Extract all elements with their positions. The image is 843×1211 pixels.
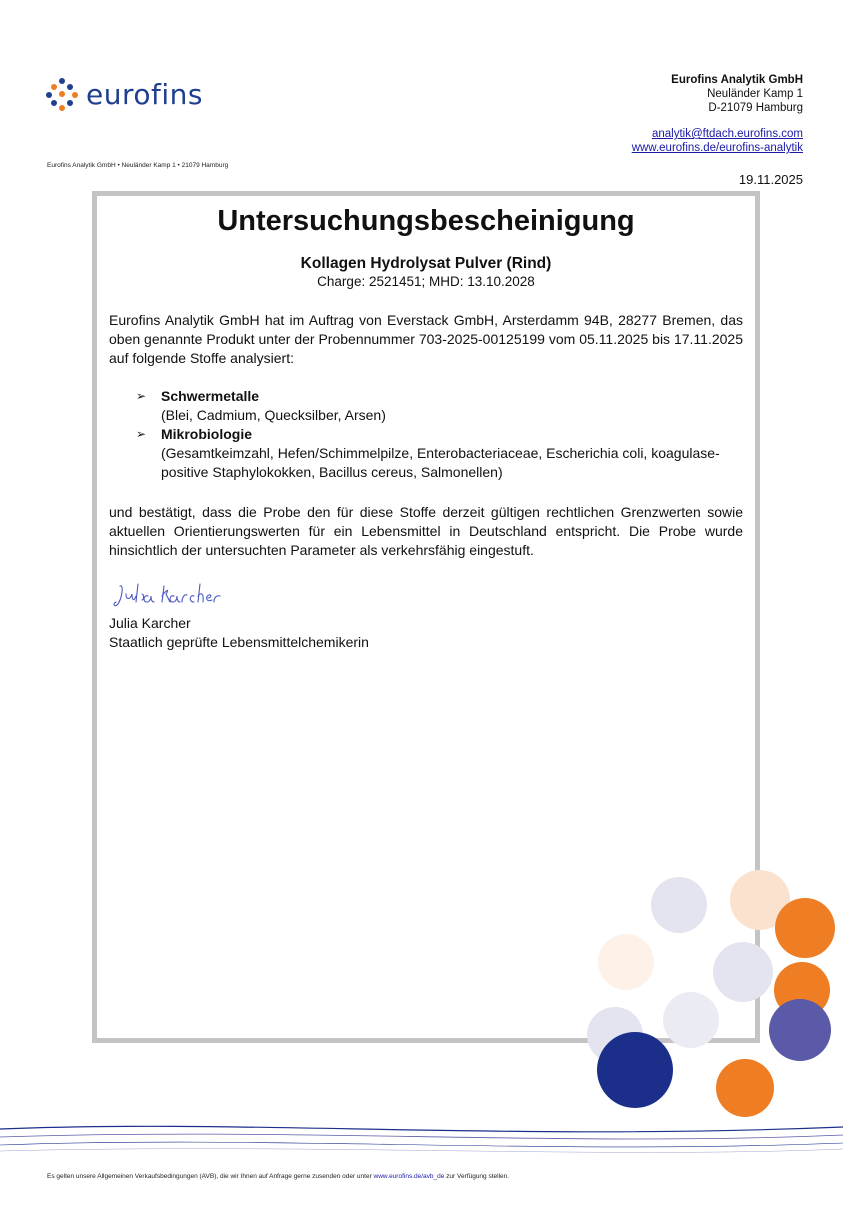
conclusion-paragraph: und bestätigt, dass die Probe den für diese Stoffe derzeit gültigen rechtlichen Grenzwerten sowie aktuellen Orientierungswerten für ein Lebensmittel in Deutschland entspricht. Die Probe wurde hinsichtlich der untersuchten Parameter als verkehrsfähig eingestuft.: [109, 504, 743, 558]
intro-paragraph: Eurofins Analytik GmbH hat im Auftrag von Everstack GmbH, Arsterdamm 94B, 28277 Bremen, das oben genannte Produkt unter der Probennummer 703-2025-00125199 vom 05.11.2025 bis 17.11.2025 auf folgende Stoffe analysiert:: [109, 312, 743, 366]
product-charge: Charge: 2521451; MHD: 13.10.2028: [317, 274, 535, 289]
decorative-circles: [560, 860, 843, 1130]
footer-avb-link[interactable]: www.eurofins.de/avb_de: [373, 1173, 445, 1180]
arrow-bullet-icon: ➢: [136, 389, 147, 403]
handwritten-signature: [112, 580, 222, 612]
website-link[interactable]: www.eurofins.de/eurofins-analytik: [631, 142, 803, 154]
footer-wave-lines: [0, 1115, 843, 1165]
arrow-bullet-icon: ➢: [136, 427, 147, 441]
company-city: D-21079 Hamburg: [708, 102, 803, 114]
footer-text: Es gelten unsere Allgemeinen Verkaufsbedingungen (AVB), die wir Ihnen auf Anfrage gerne zusenden oder unter: [47, 1173, 374, 1180]
list-item-title: Schwermetalle: [161, 388, 260, 404]
email-link[interactable]: analytik@ftdach.eurofins.com: [651, 128, 803, 140]
list-item: [136, 425, 746, 444]
eurofins-logo: [44, 76, 203, 112]
logo-wordmark: eurofins: [86, 77, 203, 111]
signer-name: Julia Karcher: [109, 615, 191, 631]
list-item-detail: (Gesamtkeimzahl, Hefen/Schimmelpilze, Enterobacteriaceae, Escherichia coli, koagulase-positive Staphylokokken, Bacillus cereus, Salmonellen): [161, 445, 720, 480]
contact-links: [632, 127, 803, 155]
footer-text-end: zur Verfügung stellen.: [444, 1173, 510, 1180]
company-address: [671, 73, 803, 115]
signer-role: Staatlich geprüfte Lebensmittelchemikerin: [109, 634, 369, 650]
list-item-title: Mikrobiologie: [161, 426, 252, 442]
footer-terms: [47, 1173, 509, 1180]
document-date: 19.11.2025: [738, 172, 803, 187]
company-street: Neuländer Kamp 1: [707, 88, 803, 100]
product-name: Kollagen Hydrolysat Pulver (Rind): [300, 255, 552, 272]
company-name: Eurofins Analytik GmbH: [671, 74, 803, 86]
analysis-list: [136, 387, 746, 482]
list-item-detail: (Blei, Cadmium, Quecksilber, Arsen): [161, 407, 386, 423]
certificate-title: Untersuchungsbescheinigung: [217, 205, 635, 237]
sender-line: Eurofins Analytik GmbH • Neuländer Kamp 1 • 21079 Hamburg: [47, 162, 229, 169]
eurofins-dots-icon: [44, 76, 80, 112]
list-item: [136, 387, 746, 406]
